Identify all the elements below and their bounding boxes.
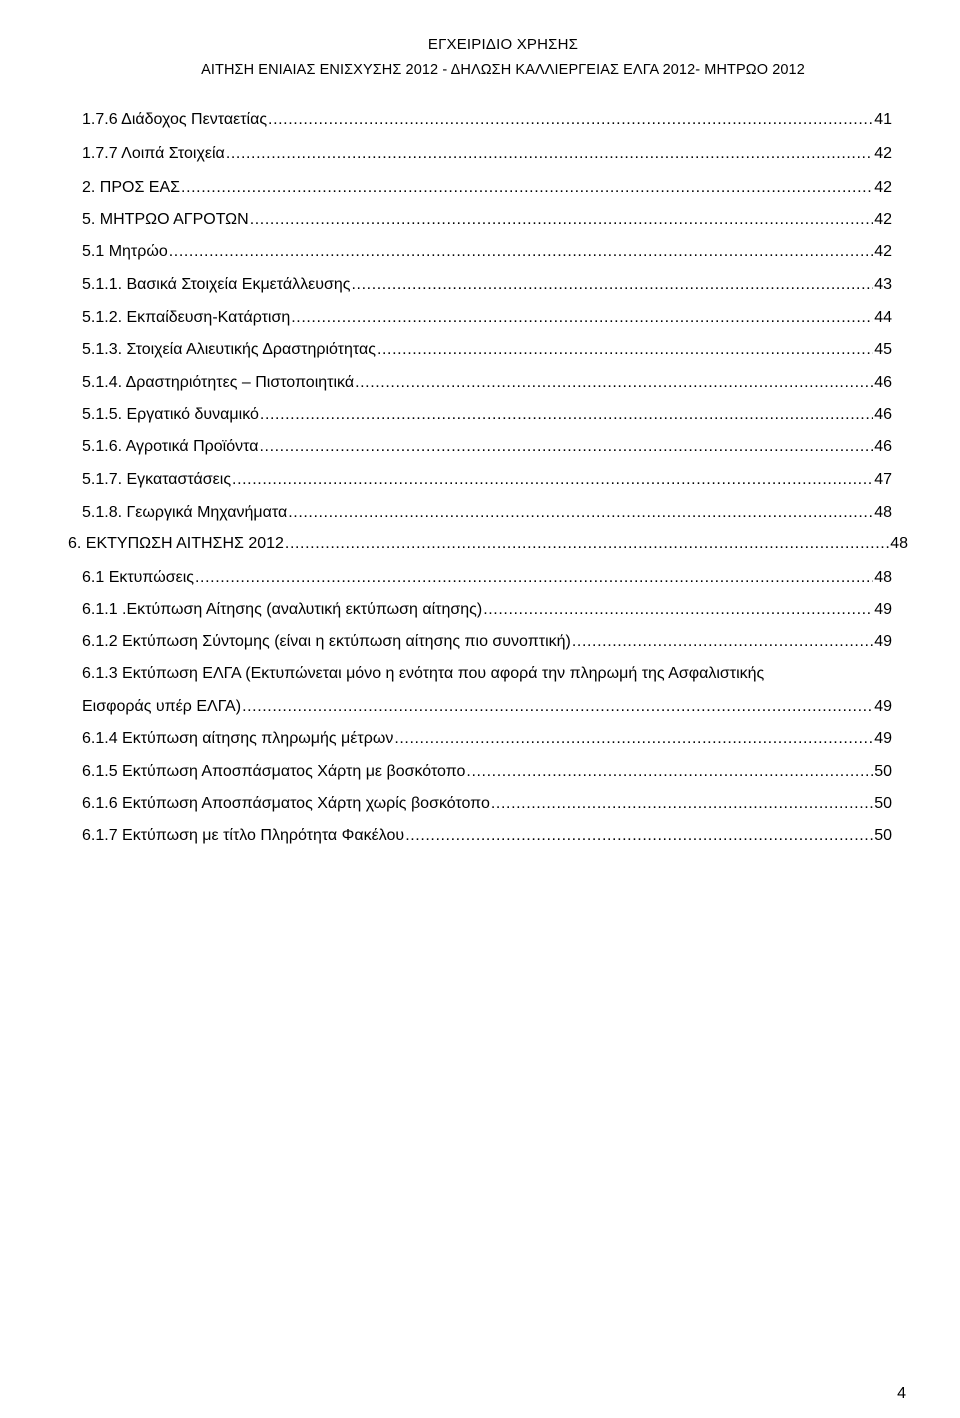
toc-leader-dots xyxy=(260,405,873,425)
toc-entry-page: 46 xyxy=(874,406,892,423)
toc-entry-page: 49 xyxy=(874,698,892,715)
toc-entry-label: 6. ΕΚΤΥΠΩΣΗ ΑΙΤΗΣΗΣ 2012 xyxy=(68,535,284,552)
toc-leader-dots xyxy=(288,503,873,523)
toc-entry-page: 42 xyxy=(874,211,892,228)
manual-title: ΕΓΧΕΙΡΙΔΙΟ ΧΡΗΣΗΣ xyxy=(427,36,579,53)
toc-leader-dots xyxy=(232,470,873,490)
toc-leader-dots xyxy=(466,762,873,782)
toc-entry[interactable] xyxy=(82,794,892,826)
toc-leader-dots xyxy=(285,534,889,554)
toc-entry[interactable] xyxy=(82,503,892,535)
toc-leader-dots xyxy=(268,110,873,130)
toc-entry[interactable] xyxy=(82,437,892,469)
toc-entry-page: 49 xyxy=(874,601,892,618)
toc-entry[interactable] xyxy=(82,762,892,794)
toc-entry-page: 42 xyxy=(874,145,892,162)
toc-entry-page: 50 xyxy=(874,795,892,812)
toc-entry-label: 6.1.5 Εκτύπωση Αποσπάσματος Χάρτη με βοσκότοπο xyxy=(82,763,466,780)
toc-entry[interactable] xyxy=(82,632,892,664)
toc-leader-dots xyxy=(483,600,873,620)
toc-leader-dots xyxy=(405,826,873,846)
toc-entry-label: 5.1.2. Εκπαίδευση-Κατάρτιση xyxy=(82,309,291,326)
toc-entry[interactable] xyxy=(82,373,892,405)
toc-leader-dots xyxy=(226,144,873,164)
toc-leader-dots xyxy=(572,632,873,652)
toc-leader-dots xyxy=(259,437,873,457)
toc-entry[interactable] xyxy=(82,242,892,274)
toc-leader-dots xyxy=(291,308,873,328)
toc-leader-dots xyxy=(491,794,873,814)
page-number: 4 xyxy=(897,1385,906,1402)
toc-entry-label: 5.1 Μητρώο xyxy=(82,243,168,260)
toc-entry-page: 48 xyxy=(874,504,892,521)
toc-entry-label: Εισφοράς υπέρ ΕΛΓΑ) xyxy=(82,698,242,715)
toc-entry-label: 6.1 Εκτυπώσεις xyxy=(82,569,195,586)
toc-entry-label: 6.1.3 Εκτύπωση ΕΛΓΑ (Εκτυπώνεται μόνο η ενότητα που αφορά την πληρωμή της Ασφαλιστικής xyxy=(82,665,765,682)
toc-leader-dots xyxy=(242,697,873,717)
toc-entry-page: 50 xyxy=(874,827,892,844)
toc-entry-label: 5.1.6. Αγροτικά Προϊόντα xyxy=(82,438,259,455)
toc-entry[interactable] xyxy=(68,534,908,566)
toc-entry-label: 6.1.7 Εκτύπωση με τίτλο Πληρότητα Φακέλου xyxy=(82,827,405,844)
toc-entry[interactable] xyxy=(82,470,892,502)
toc-entry-label: 2. ΠΡΟΣ ΕΑΣ xyxy=(82,179,181,196)
toc-leader-dots xyxy=(377,340,873,360)
toc-leader-dots xyxy=(169,242,873,262)
toc-entry-label: 5.1.5. Εργατικό δυναμικό xyxy=(82,406,259,423)
toc-entry[interactable] xyxy=(82,340,892,372)
toc-entry-page: 42 xyxy=(874,179,892,196)
toc-entry-page: 43 xyxy=(874,276,892,293)
toc-entry-label: 6.1.1 .Εκτύπωση Αίτησης (αναλυτική εκτύπωση αίτησης) xyxy=(82,601,483,618)
toc-entry-page: 44 xyxy=(874,309,892,326)
toc-entry-label: 5.1.1. Βασικά Στοιχεία Εκμετάλλευσης xyxy=(82,276,351,293)
toc-entry-page: 45 xyxy=(874,341,892,358)
toc-entry-page: 48 xyxy=(890,535,908,552)
toc-leader-dots xyxy=(394,729,873,749)
toc-entry-label: 5.1.4. Δραστηριότητες – Πιστοποιητικά xyxy=(82,374,355,391)
toc-entry-label: 6.1.4 Εκτύπωση αίτησης πληρωμής μέτρων xyxy=(82,730,394,747)
toc-leader-dots xyxy=(250,210,874,230)
toc-entry-page: 50 xyxy=(874,763,892,780)
toc-entry-label: 1.7.6 Διάδοχος Πενταετίας xyxy=(82,111,268,128)
toc-leader-dots xyxy=(195,568,873,588)
toc-entry[interactable] xyxy=(82,568,892,600)
toc-entry-page: 46 xyxy=(874,374,892,391)
toc-entry-continued[interactable] xyxy=(82,664,892,696)
toc-entry-label: 6.1.6 Εκτύπωση Αποσπάσματος Χάρτη χωρίς βοσκότοπο xyxy=(82,795,490,812)
toc-entry-label: 1.7.7 Λοιπά Στοιχεία xyxy=(82,145,225,162)
toc-entry[interactable] xyxy=(82,729,892,761)
toc-entry-page: 42 xyxy=(874,243,892,260)
toc-entry-page: 49 xyxy=(874,633,892,650)
toc-entry-label: 5.1.3. Στοιχεία Αλιευτικής Δραστηριότητας xyxy=(82,341,376,358)
toc-entry[interactable] xyxy=(82,405,892,437)
toc-entry[interactable] xyxy=(82,110,892,142)
toc-entry[interactable] xyxy=(82,275,892,307)
toc-entry-label: 5.1.8. Γεωργικά Μηχανήματα xyxy=(82,504,288,521)
toc-entry-page: 46 xyxy=(874,438,892,455)
toc-leader-dots xyxy=(355,373,873,393)
toc-entry-page: 49 xyxy=(874,730,892,747)
toc-entry-label: 5. ΜΗΤΡΩΟ ΑΓΡΟΤΩΝ xyxy=(82,211,249,228)
toc-entry[interactable] xyxy=(82,210,892,242)
toc-entry[interactable] xyxy=(82,600,892,632)
toc-entry[interactable] xyxy=(82,826,892,858)
toc-leader-dots xyxy=(181,178,873,198)
toc-entry-page: 48 xyxy=(874,569,892,586)
toc-entry-page: 47 xyxy=(874,471,892,488)
toc-leader-dots xyxy=(352,275,874,295)
toc-entry[interactable] xyxy=(82,697,892,729)
toc-entry-page: 41 xyxy=(874,111,892,128)
toc-entry-label: 5.1.7. Εγκαταστάσεις xyxy=(82,471,232,488)
toc-entry-label: 6.1.2 Εκτύπωση Σύντομης (είναι η εκτύπωση αίτησης πιο συνοπτική) xyxy=(82,633,571,650)
toc-entry[interactable] xyxy=(82,308,892,340)
document-subtitle: ΑΙΤΗΣΗ ΕΝΙΑΙΑΣ ΕΝΙΣΧΥΣΗΣ 2012 - ΔΗΛΩΣΗ ΚΑΛΛΙΕΡΓΕΙΑΣ ΕΛΓΑ 2012- ΜΗΤΡΩΟ 2012 xyxy=(201,62,805,78)
toc-entry[interactable] xyxy=(82,144,892,176)
toc-entry[interactable] xyxy=(82,178,892,210)
